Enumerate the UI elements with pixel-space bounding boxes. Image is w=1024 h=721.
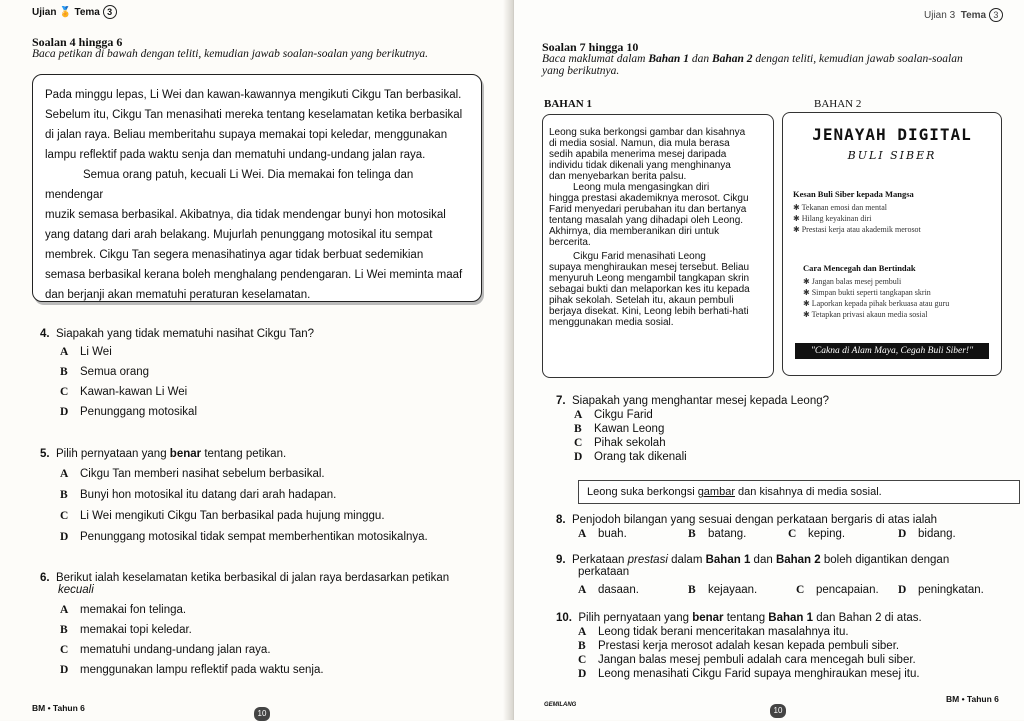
passage-line: dan berjanji akan mematuhi peraturan keselamatan. <box>45 289 311 301</box>
bahan1-line: menyuruh Leong mengambil tangkapan skrin <box>549 273 750 284</box>
option-a[interactable]: A Cikgu Farid <box>574 409 653 421</box>
bullet-star-icon: ✱ <box>793 225 802 234</box>
bahan1-line: sedih apabila menerima mesej daripada <box>549 149 727 160</box>
option-c[interactable]: C mematuhi undang-undang jalan raya. <box>60 644 271 656</box>
right-footer: BM • Tahun 6 <box>946 694 999 704</box>
poster-list-item: ✱ Tetapkan privasi akaun media sosial <box>803 310 928 319</box>
option-a[interactable]: A buah. <box>578 528 627 540</box>
passage-line: lampu reflektif pada waktu senja dan mematuhi undang-undang jalan raya. <box>45 149 426 161</box>
passage-line: membrek. Cikgu Tan segera menasihatinya agar tidak berbuat sedemikian <box>45 249 424 261</box>
question-6: 6. Berikut ialah keselamatan ketika berbasikal di jalan raya berdasarkan petikan kecuali <box>40 572 450 596</box>
tema-number-badge: 3 <box>103 5 117 19</box>
bahan1-line: individu tidak dikenali yang menghinanya <box>549 160 731 171</box>
passage-line: muzik semasa berbasikal. Akibatnya, dia tidak mendengar bunyi hon motosikal <box>45 209 446 221</box>
question-7-options <box>574 409 687 465</box>
question-4: 4. Siapakah yang tidak mematuhi nasihat Cikgu Tan? <box>40 328 315 340</box>
bahan-1-box <box>542 114 774 378</box>
bahan1-line: Cikgu Farid menasihati Leong <box>573 251 706 262</box>
reading-passage <box>32 74 482 302</box>
bahan1-line: hingga prestasi akademiknya merosot. Cikgu <box>549 193 749 204</box>
sentence-box: Leong suka berkongsi gambar dan kisahnya di media sosial. <box>578 480 1020 504</box>
right-page <box>514 0 1024 720</box>
option-b[interactable]: B Semua orang <box>60 366 150 378</box>
option-a[interactable]: A Leong tidak berani menceritakan masalahnya itu. <box>578 626 849 638</box>
cara-list <box>803 277 999 321</box>
bahan-2-poster <box>782 112 1002 376</box>
passage-line: Sebelum itu, Cikgu Tan menasihati mereka tentang keselamatan ketika berbasikal <box>45 109 463 121</box>
option-b[interactable]: B kejayaan. <box>688 584 758 596</box>
bahan1-line: berjaya disekat. Kini, Leong lebih berhati-hati <box>549 306 749 317</box>
left-header <box>32 5 117 19</box>
question-5: 5. Pilih pernyataan yang benar tentang petikan. <box>40 448 287 460</box>
bahan1-line: Leong suka berkongsi gambar dan kisahnya <box>549 127 746 138</box>
bahan1-line: dan menyebarkan berita palsu. <box>549 171 687 182</box>
passage-line: Semua orang patuh, kecuali Li Wei. Dia memakai fon telinga dan mendengar <box>45 169 414 201</box>
bahan1-line: supaya menghiraukan mesej tersebut. Beliau <box>549 262 750 273</box>
option-a[interactable]: A Li Wei <box>60 346 112 358</box>
poster-list-item: ✱ Laporkan kepada pihak berkuasa atau guru <box>803 299 950 308</box>
option-c[interactable]: C Jangan balas mesej pembuli adalah cara mencegah buli siber. <box>578 654 916 666</box>
poster-list-item: ✱ Tekanan emosi dan mental <box>793 203 887 212</box>
header-tema: Tema <box>74 7 100 18</box>
option-b[interactable]: B batang. <box>688 528 747 540</box>
header-label: Ujian <box>32 7 57 18</box>
bullet-star-icon: ✱ <box>803 310 812 319</box>
bahan1-line: sebagai bukti dan melaporkan kes itu kepada <box>549 284 750 295</box>
bahan1-line: pihak sekolah. Setelah itu, akaun pembuli <box>549 295 734 306</box>
left-footer: BM • Tahun 6 <box>32 703 85 713</box>
bahan-1-label: BAHAN 1 <box>544 98 592 110</box>
option-d[interactable]: D bidang. <box>898 528 956 540</box>
section-instruction: Baca maklumat dalam Bahan 1 dan Bahan 2 dengan teliti, kemudian jawab soalan-soalan yang berikutnya. <box>542 53 963 77</box>
option-d[interactable]: D Penunggang motosikal tidak sempat memberhentikan motosikalnya. <box>60 531 428 543</box>
option-d[interactable]: D peningkatan. <box>898 584 984 596</box>
left-page-number: 10 <box>254 703 270 721</box>
option-b[interactable]: B Bunyi hon motosikal itu datang dari arah hadapan. <box>60 489 337 501</box>
poster-subtitle: BULI SIBER <box>847 149 937 162</box>
poster-list-item: ✱ Hilang keyakinan diri <box>793 214 872 223</box>
option-c[interactable]: C pencapaian. <box>796 584 879 596</box>
option-b[interactable]: B memakai topi keledar. <box>60 624 192 636</box>
question-9-options <box>578 584 998 598</box>
bahan1-line: di media sosial. Namun, dia mula berasa <box>549 138 730 149</box>
poster-list-item: ✱ Jangan balas mesej pembuli <box>803 277 902 286</box>
bullet-star-icon: ✱ <box>793 214 802 223</box>
bahan1-line: Farid menyedari perubahan itu dan bertanya <box>549 204 747 215</box>
option-c[interactable]: C Pihak sekolah <box>574 437 666 449</box>
cara-heading: Cara Mencegah dan Bertindak <box>803 263 916 273</box>
question-10-options <box>578 626 920 682</box>
bullet-star-icon: ✱ <box>803 288 812 297</box>
passage-line: di jalan raya. Beliau memberitahu supaya memakai topi keledar, menggunakan <box>45 129 448 141</box>
section-title: Soalan 7 hingga 10 <box>542 40 639 54</box>
option-c[interactable]: C Kawan-kawan Li Wei <box>60 386 188 398</box>
option-d[interactable]: D Orang tak dikenali <box>574 451 687 463</box>
option-b[interactable]: B Prestasi kerja merosot adalah kesan kepada pembuli siber. <box>578 640 900 652</box>
option-d[interactable]: D Penunggang motosikal <box>60 406 197 418</box>
section-title: Soalan 4 hingga 6 <box>32 35 123 49</box>
poster-title: JENAYAH DIGITAL <box>812 125 972 144</box>
question-9: 9. Perkataan prestasi dalam Bahan 1 dan Bahan 2 boleh digantikan dengan perkataan <box>556 554 950 578</box>
bahan1-line: bercerita. <box>549 237 591 248</box>
option-c[interactable]: C Li Wei mengikuti Cikgu Tan berbasikal pada hujung minggu. <box>60 510 385 522</box>
option-a[interactable]: A Cikgu Tan memberi nasihat sebelum berbasikal. <box>60 468 325 480</box>
question-4-options <box>60 346 197 426</box>
question-5-options <box>60 468 428 552</box>
question-8: 8. Penjodoh bilangan yang sesuai dengan perkataan bergaris di atas ialah <box>556 514 938 526</box>
option-d[interactable]: D Leong menasihati Cikgu Farid supaya menghiraukan mesej itu. <box>578 668 920 680</box>
question-10: 10. Pilih pernyataan yang benar tentang Bahan 1 dan Bahan 2 di atas. <box>556 612 922 624</box>
bahan1-line: menggunakan media sosial. <box>549 317 674 328</box>
passage-line: yang datang dari arah belakang. Mujurlah penunggang motosikal itu sempat <box>45 229 433 241</box>
bullet-star-icon: ✱ <box>803 299 812 308</box>
bullet-star-icon: ✱ <box>793 203 802 212</box>
bahan1-line: tentang masalah yang dihadapi oleh Leong. <box>549 215 744 226</box>
poster-banner: "Cakna di Alam Maya, Cegah Buli Siber!" <box>795 343 989 359</box>
medal-icon: 🏅 <box>59 7 72 18</box>
right-header: Ujian 3 Tema 3 <box>924 8 1003 22</box>
question-7: 7. Siapakah yang menghantar mesej kepada Leong? <box>556 395 830 407</box>
bahan-2-label: BAHAN 2 <box>814 98 862 110</box>
option-a[interactable]: A dasaan. <box>578 584 639 596</box>
kesan-list <box>793 203 993 236</box>
poster-list-item: ✱ Simpan bukti seperti tangkapan skrin <box>803 288 931 297</box>
poster-list-item: ✱ Prestasi kerja atau akademik merosot <box>793 225 921 234</box>
right-page-number: 10 <box>770 700 786 718</box>
tema-number-badge: 3 <box>989 8 1003 22</box>
option-c[interactable]: C keping. <box>788 528 846 540</box>
left-page <box>0 0 510 720</box>
bahan1-line: Akhirnya, dia memberanikan diri untuk <box>549 226 720 237</box>
question-8-options <box>578 528 998 542</box>
option-b[interactable]: B Kawan Leong <box>574 423 665 435</box>
question-6-options <box>60 604 324 684</box>
publisher-logo: GEMILANG <box>544 702 577 708</box>
option-d[interactable]: D menggunakan lampu reflektif pada waktu senja. <box>60 664 324 676</box>
bullet-star-icon: ✱ <box>803 277 812 286</box>
bahan1-line: Leong mula mengasingkan diri <box>573 182 710 193</box>
passage-line: Pada minggu lepas, Li Wei dan kawan-kawannya mengikuti Cikgu Tan berbasikal. <box>45 89 462 101</box>
section-instruction: Baca petikan di bawah dengan teliti, kemudian jawab soalan-soalan yang berikutnya. <box>32 48 429 60</box>
passage-line: semasa berbasikal kerana boleh menghalang pendengaran. Li Wei meminta maaf <box>45 269 463 281</box>
kesan-heading: Kesan Buli Siber kepada Mangsa <box>793 189 914 199</box>
option-a[interactable]: A memakai fon telinga. <box>60 604 187 616</box>
